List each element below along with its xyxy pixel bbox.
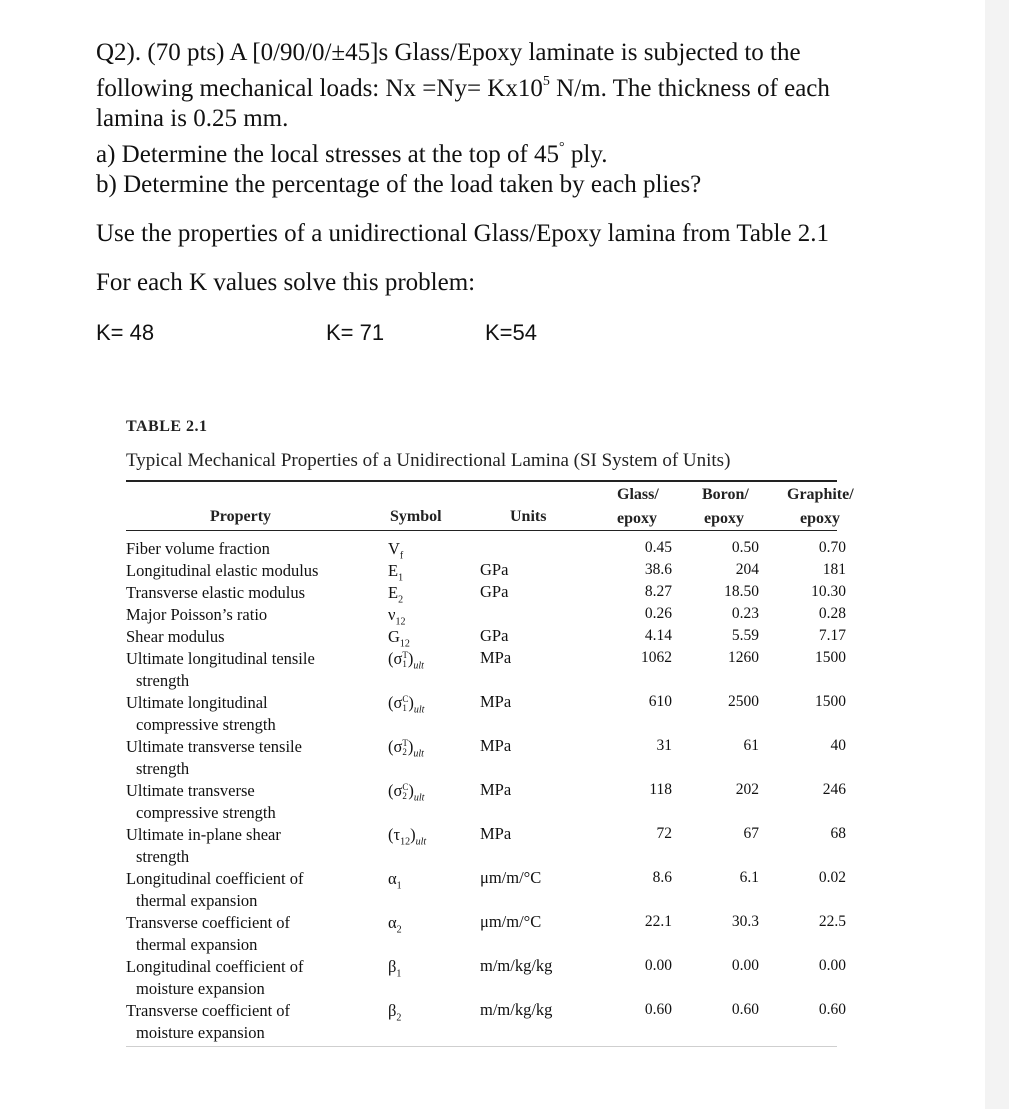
symbol-subscript: f [399,550,404,562]
table-cell-glass: 610 [648,693,672,710]
table-cell-boron: 0.23 [731,605,759,622]
table-cell-boron: 30.3 [731,913,759,930]
table-cell-symbol [388,561,403,583]
table-cell-glass: 72 [656,825,672,842]
symbol-paren: ) [408,693,414,712]
table-cell-boron: 0.00 [731,957,759,974]
table-cell-graphite: 7.17 [818,627,846,644]
table-cell-symbol [388,957,401,979]
symbol-paren: ) [408,781,414,800]
table-cell-graphite: 68 [830,825,846,842]
symbol-subscript: 2 [402,747,407,758]
symbol-subscript: 12 [400,836,411,848]
symbol-subscript: 2 [398,594,404,606]
table-cell-property [126,956,303,999]
property-text: Transverse elastic modulus [126,583,306,602]
property-text-continued: thermal expansion [136,934,258,954]
property-text: Ultimate longitudinal [126,693,268,712]
symbol-base: E [388,583,399,602]
table-caption: TABLE 2.1 [126,418,208,435]
table-cell-units: m/m/kg/kg [480,956,553,975]
property-text: Shear modulus [126,627,225,646]
table-cell-property [126,626,225,648]
header-property: Property [210,508,272,525]
table-bottom-rule [126,1046,837,1047]
property-text-continued: compressive strength [136,802,276,822]
table-cell-symbol [388,627,410,649]
symbol-subscript-ult: ult [413,792,425,804]
k-value-1: K= 48 [96,320,155,345]
table-cell-boron: 0.50 [731,539,759,556]
table-cell-graphite: 0.28 [818,605,846,622]
table-cell-boron: 61 [743,737,759,754]
table-cell-property [126,912,290,955]
table-cell-glass: 118 [649,781,672,798]
property-text: Ultimate transverse [126,781,255,800]
symbol-subscript: 1 [402,659,407,670]
table-cell-glass: 8.6 [652,869,672,886]
symbol-base: (σ [388,737,403,756]
table-cell-property [126,1000,290,1043]
use-properties-text: Use the properties of a unidirectional Glass/Epoxy lamina from Table 2.1 [96,220,830,247]
table-cell-glass: 0.26 [644,605,672,622]
header-glass-2: epoxy [617,510,657,527]
table-cell-property [126,538,270,560]
header-boron-1: Boron/ [702,486,749,503]
table-cell-graphite: 10.30 [811,583,846,600]
k-value-2: K= 71 [326,320,385,345]
symbol-subscript: 1 [396,880,402,892]
symbol-superscript: C [402,782,409,793]
property-text-continued: strength [136,670,190,690]
table-cell-symbol [388,583,403,605]
table-cell-graphite: 0.00 [818,957,846,974]
symbol-subscript: 1 [398,572,404,584]
property-text-continued: moisture expansion [136,978,265,998]
table-cell-glass: 31 [656,737,672,754]
symbol-subscript: 1 [396,968,402,980]
table-cell-boron: 67 [743,825,759,842]
table-cell-units: m/m/kg/kg [480,1000,553,1019]
symbol-base: (σ [388,649,403,668]
table-cell-graphite: 1500 [815,649,846,666]
table-cell-glass: 1062 [641,649,672,666]
table-cell-property [126,648,315,691]
table-cell-property [126,692,276,735]
symbol-subscript-ult: ult [415,836,427,848]
table-cell-units: GPa [480,582,509,601]
table-cell-glass: 38.6 [644,561,672,578]
table-cell-property [126,868,303,911]
property-text: Ultimate in-plane shear [126,825,281,844]
table-cell-symbol [388,539,403,561]
symbol-subscript: 12 [399,638,410,650]
symbol-subscript-ult: ult [413,748,424,760]
table-cell-property [126,582,305,604]
table-cell-symbol [388,825,426,847]
symbol-base: (σ [388,781,403,800]
symbol-paren: ) [407,737,414,756]
table-title: Typical Mechanical Properties of a Unidirectional Lamina (SI System of Units) [126,450,731,471]
symbol-paren: ) [407,649,414,668]
property-text: Ultimate longitudinal tensile [126,649,315,668]
part-b: b) Determine the percentage of the load taken by each plies? [96,171,702,198]
table-cell-units: GPa [480,626,509,645]
table-cell-glass: 22.1 [644,913,672,930]
property-text: Fiber volume fraction [126,539,270,558]
table-cell-property [126,736,302,779]
k-value-3: K=54 [485,320,537,345]
table-cell-graphite: 181 [822,561,846,578]
table-cell-boron: 204 [735,561,759,578]
table-cell-symbol [388,869,402,891]
table-cell-glass: 0.00 [644,957,672,974]
degree-mark: ° [559,140,565,155]
question-line-3: lamina is 0.25 mm. [96,105,289,132]
table-cell-units: MPa [480,692,512,711]
table-cell-property [126,780,276,823]
symbol-base: β [388,1001,397,1020]
table-cell-property [126,560,318,582]
table-cell-boron: 1260 [728,649,759,666]
property-text: Ultimate transverse tensile [126,737,302,756]
symbol-base: (σ [388,693,403,712]
symbol-superscript: T [402,650,408,661]
table-cell-graphite: 40 [830,737,846,754]
table-cell-graphite: 22.5 [818,913,846,930]
table-cell-symbol [388,781,424,803]
symbol-base: α [388,869,397,888]
question-line-1: Q2). (70 pts) A [0/90/0/±45]s Glass/Epoxy laminate is subjected to the [96,39,801,66]
symbol-superscript: T [402,738,408,749]
table-cell-units: MPa [480,824,512,843]
table-cell-units: μm/m/°C [480,868,542,887]
question-line-2-start: following mechanical loads: Nx =Ny= Kx10 [96,75,543,102]
property-text-continued: strength [136,758,190,778]
table-cell-units: MPa [480,648,512,667]
property-text: Longitudinal elastic modulus [126,561,319,580]
symbol-base: β [388,957,397,976]
symbol-subscript: 2 [396,924,402,936]
symbol-subscript-ult: ult [413,660,424,672]
table-cell-graphite: 1500 [815,693,846,710]
part-a-text: a) Determine the local stresses at the top of 45 [96,141,560,168]
header-boron-2: epoxy [704,510,744,527]
table-cell-boron: 6.1 [739,869,759,886]
table-cell-symbol [388,1001,401,1023]
table-cell-symbol [388,605,405,627]
table-cell-glass: 0.45 [644,539,672,556]
symbol-subscript: 1 [402,703,407,714]
table-cell-graphite: 0.60 [818,1001,846,1018]
property-text: Longitudinal coefficient of [126,869,304,888]
table-cell-symbol [388,649,424,671]
table-cell-symbol [388,913,402,935]
table-cell-units: GPa [480,560,509,579]
table-cell-units: μm/m/°C [480,912,542,931]
property-text-continued: thermal expansion [136,890,258,910]
header-symbol: Symbol [390,508,442,525]
property-text: Transverse coefficient of [126,913,291,932]
symbol-subscript-ult: ult [413,704,425,716]
symbol-subscript: 12 [395,616,406,628]
table-cell-boron: 202 [735,781,759,798]
symbol-paren: ) [410,825,416,844]
scrollbar-gutter[interactable] [985,0,1009,1109]
table-cell-property [126,604,267,626]
property-text: Longitudinal coefficient of [126,957,304,976]
for-each-k-text: For each K values solve this problem: [96,269,476,296]
property-text-continued: strength [136,846,190,866]
table-cell-graphite: 0.70 [818,539,846,556]
table-cell-symbol [388,737,424,759]
symbol-subscript: 2 [402,791,407,802]
header-rule [126,530,837,531]
header-graphite-1: Graphite/ [787,486,854,503]
symbol-base: G [388,627,400,646]
table-cell-graphite: 0.02 [818,869,846,886]
symbol-superscript: C [402,694,409,705]
table-top-rule [126,480,837,482]
property-text: Major Poisson’s ratio [126,605,268,624]
table-cell-boron: 2500 [728,693,759,710]
table-cell-glass: 4.14 [644,627,672,644]
table-cell-units: MPa [480,736,512,755]
symbol-base: α [388,913,397,932]
table-cell-glass: 8.27 [644,583,672,600]
symbol-subscript: 2 [396,1012,402,1024]
table-cell-symbol [388,693,424,715]
exponent: 5 [542,74,550,89]
question-line-2-end: N/m. The thickness of each [549,75,830,102]
header-units: Units [510,508,547,525]
table-cell-graphite: 246 [822,781,846,798]
property-text-continued: moisture expansion [136,1022,265,1042]
table-cell-boron: 18.50 [724,583,759,600]
property-text-continued: compressive strength [136,714,276,734]
table-cell-boron: 0.60 [731,1001,759,1018]
symbol-base: (τ [388,825,401,844]
symbol-base: ν [388,605,396,624]
table-cell-glass: 0.60 [644,1001,672,1018]
symbol-base: E [388,561,399,580]
table-cell-property [126,824,281,867]
header-glass-1: Glass/ [617,486,659,503]
table-cell-boron: 5.59 [731,627,759,644]
property-text: Transverse coefficient of [126,1001,291,1020]
part-a-end: ply. [564,141,608,168]
header-graphite-2: epoxy [800,510,840,527]
symbol-base: V [388,539,400,558]
table-cell-units: MPa [480,780,512,799]
